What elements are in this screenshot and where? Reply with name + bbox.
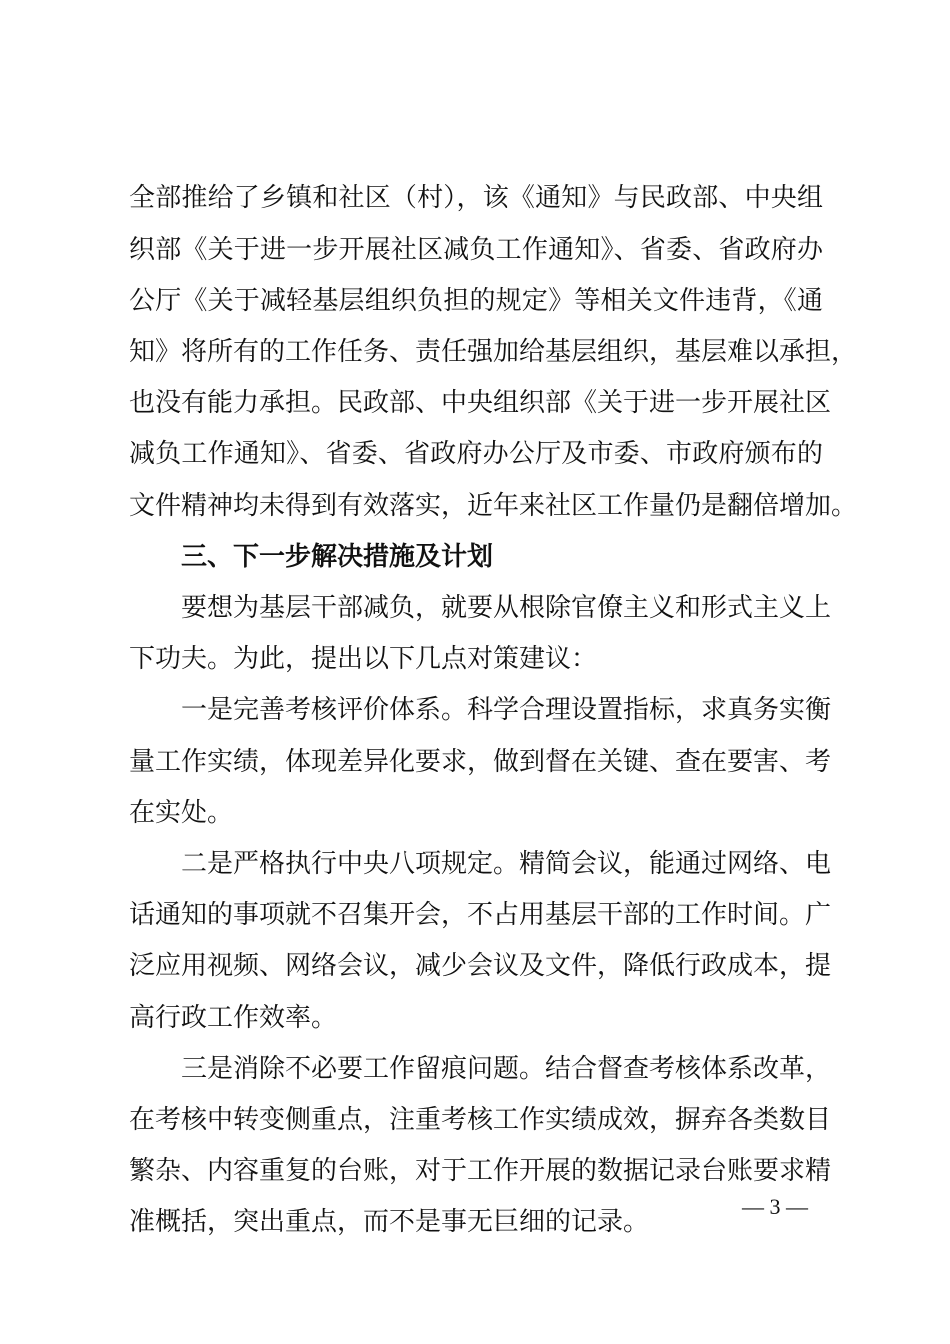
body-line: 量工作实绩，体现差异化要求，做到督在关键、查在要害、考 xyxy=(129,747,832,777)
body-line: 在实处。 xyxy=(129,798,234,828)
body-line: 全部推给了乡镇和社区（村），该《通知》与民政部、中央组 xyxy=(129,183,823,213)
body-line: 织部《关于进一步开展社区减负工作通知》、省委、省政府办 xyxy=(129,235,823,265)
body-line: 在考核中转变侧重点，注重考核工作实绩成效，摒弃各类数目 xyxy=(129,1105,832,1135)
body-line: 要想为基层干部减负，就要从根除官僚主义和形式主义上 xyxy=(181,593,832,623)
section-heading: 三、下一步解决措施及计划 xyxy=(181,542,494,572)
body-line: 也没有能力承担。民政部、中央组织部《关于进一步开展社区 xyxy=(129,388,832,418)
body-line: 三是消除不必要工作留痕问题。结合督查考核体系改革， xyxy=(181,1054,832,1084)
body-line: 泛应用视频、网络会议，减少会议及文件，降低行政成本，提 xyxy=(129,951,832,981)
body-line: 二是严格执行中央八项规定。精简会议，能通过网络、电 xyxy=(181,849,832,879)
body-line: 下功夫。为此，提出以下几点对策建议： xyxy=(129,644,598,674)
body-line: 减负工作通知》、省委、省政府办公厅及市委、市政府颁布的 xyxy=(129,439,823,469)
body-line: 话通知的事项就不召集开会，不占用基层干部的工作时间。广 xyxy=(129,900,832,930)
body-line: 公厅《关于减轻基层组织负担的规定》等相关文件违背，《通 xyxy=(129,286,823,316)
body-line: 知》将所有的工作任务、责任强加给基层组织，基层难以承担， xyxy=(129,337,858,367)
body-line: 准概括，突出重点，而不是事无巨细的记录。 xyxy=(129,1207,650,1237)
body-line: 高行政工作效率。 xyxy=(129,1003,338,1033)
body-line: 文件精神均未得到有效落实，近年来社区工作量仍是翻倍增加。 xyxy=(129,491,858,521)
body-line: 繁杂、内容重复的台账，对于工作开展的数据记录台账要求精 xyxy=(129,1156,832,1186)
body-line: 一是完善考核评价体系。科学合理设置指标，求真务实衡 xyxy=(181,695,832,725)
page-number: — 3 — xyxy=(742,1194,808,1219)
